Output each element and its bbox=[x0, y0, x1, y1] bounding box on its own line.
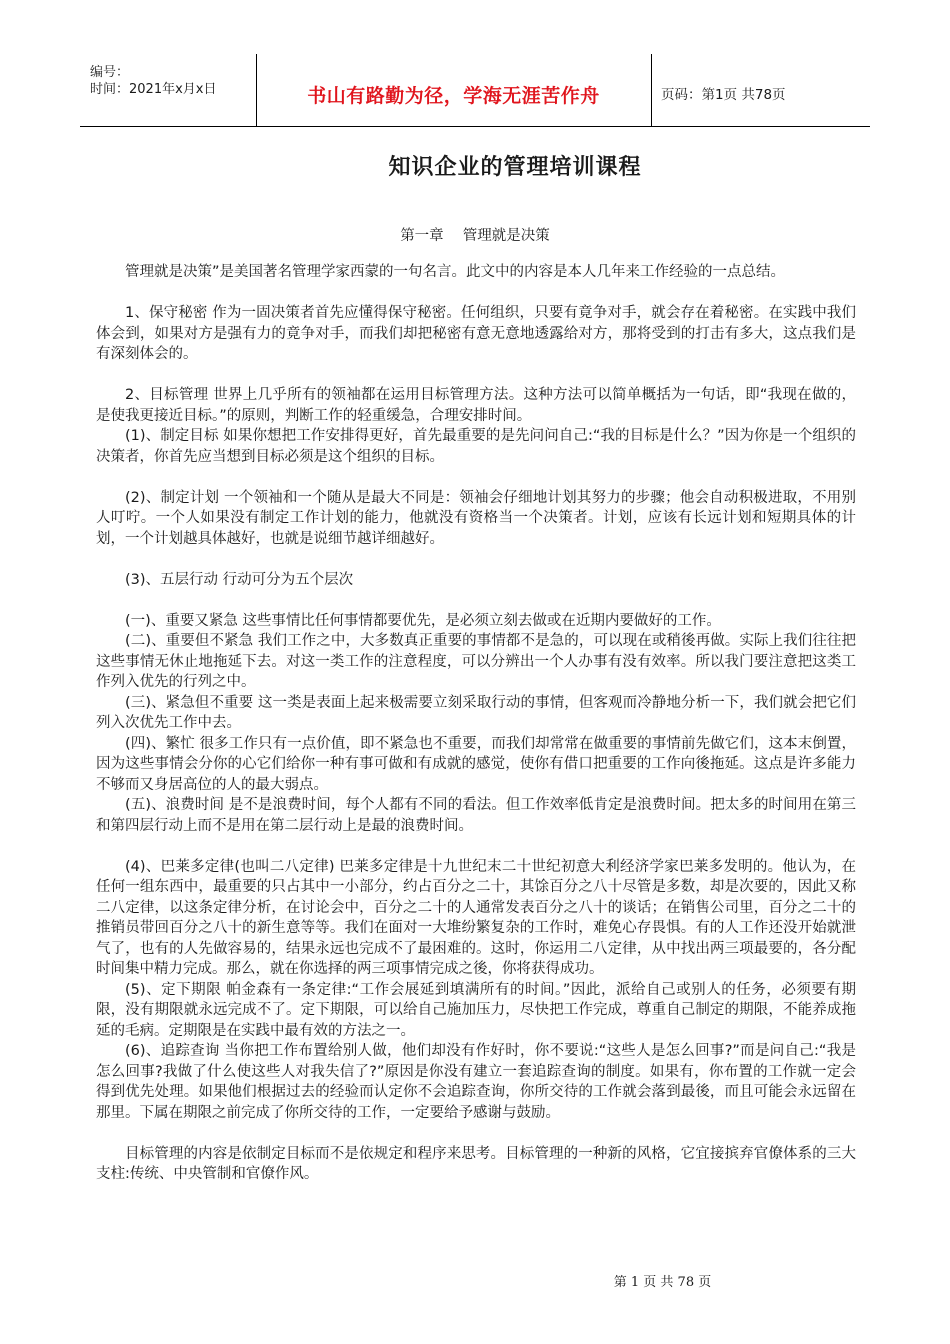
document-number-label: 编号： bbox=[90, 65, 130, 80]
page-header bbox=[80, 54, 870, 127]
paragraph-pareto: (4)、巴莱多定律(也叫二八定律) 巴莱多定律是十九世纪末二十世纪初意大利经济学家巴莱多发明的。他认为，在任何一组东西中，最重要的只占其中一小部分，约占百分之二十，其馀百分之八十尽管是多数，却是次要的，因此又称二八定律，以这条定律分析，在讨论会中，百分之二十的人通常发表百分之八十的谈话；在销售公司里，百分之二十的推销员带回百分之八十的新生意等等。我们在面对一大堆纷繁复杂的工作时，难免心存畏惧。有的人工作还没开始就泄气了，也有的人先做容易的，结果永远也完成不了最困难的。这时，你运用二八定律，从中找出两三项最要的，各分配时间集中精力完成。那么，就在你选择的两三项事情完成之後，你将获得成功。 bbox=[96, 858, 856, 977]
document-date-label: 时间：2021年x月x日 bbox=[90, 82, 217, 97]
paragraph-make-plan: (2)、制定计划 一个领袖和一个随从是最大不同是：领袖会仔细地计划其努力的步骤；他会自动积极进取，不用别人叮咛。一个人如果没有制定工作计划的能力，他就没有资格当一个决策者。计划，应该有长远计划和短期具体的计划，一个计划越具体越好，也就是说细节越详细越好。 bbox=[96, 489, 856, 547]
header-page-cell bbox=[651, 54, 870, 126]
paragraph-follow-up: (6)、追踪查询 当你把工作布置给别人做，他们却没有作好时，你不要说:“这些人是怎么回事?”而是问自己:“我是怎么回事?我做了什么使这些人对我失信了?”原因是你没有建立一套追踪查询的制度。如果有，你布置的工作就一定会得到优先处理。如果他们根据过去的经验而认定你不会追踪查询，你所交待的工作就会落到最後，而且可能会永远留在那里。下属在期限之前完成了你所交待的工作，一定要给予感谢与鼓励。 bbox=[96, 1043, 856, 1121]
paragraph-level-2: (二)、重要但不紧急 我们工作之中，大多数真正重要的事情都不是急的，可以现在或稍後再做。实际上我们往往把这些事情无休止地拖延下去。对这一类工作的注意程度，可以分辨出一个人办事有没有效率。所以我门要注意把这类工作列入优先的行列之中。 bbox=[96, 633, 856, 690]
paragraph-level-1: (一)、重要又紧急 这些事情比任何事情都要优先，是必须立刻去做或在近期内要做好的工作。 bbox=[125, 612, 721, 629]
paragraph-conclusion: 目标管理的内容是依制定目标而不是依规定和程序来思考。目标管理的一种新的风格，它宜接摈弃官僚体系的三大支柱:传统、中央管制和官僚作风。 bbox=[96, 1145, 856, 1182]
paragraph-level-3: (三)、紧急但不重要 这一类是表面上起来极需要立刻采取行动的事情，但客观而冷静地分析一下，我们就会把它们列入次优先工作中去。 bbox=[96, 694, 856, 731]
paragraph-five-levels: (3)、五层行动 行动可分为五个层次 bbox=[125, 571, 354, 588]
header-motto-cell bbox=[256, 54, 652, 126]
paragraph-goal-management: 2、目标管理 世界上几乎所有的领袖都在运用目标管理方法。这种方法可以简单概括为一句话，即“我现在做的，是使我更接近目标。”的原则，判断工作的轻重缓急，合理安排时间。 bbox=[96, 387, 856, 424]
document-body bbox=[96, 262, 856, 1185]
header-motto: 书山有路勤为径，学海无涯苦作舟 bbox=[307, 85, 600, 107]
header-page-info: 页码：第1页 共78页 bbox=[661, 87, 786, 103]
paragraph-confidentiality: 1、保守秘密 作为一固决策者首先应懂得保守秘密。任何组织，只要有竟争对手，就会存在着秘密。在实践中我们体会到，如果对方是强有力的竟争对手，而我们却把秘密有意无意地透露给对方，那将受到的打击有多大，这点我们是有深刻体会的。 bbox=[96, 305, 856, 362]
paragraph-deadline: (5)、定下期限 帕金森有一条定律:“工作会展延到填满所有的时间。”因此，派给自己或别人的任务，必须要有期限，没有期限就永远完成不了。定下期限，可以给自己施加压力，尽快把工作完成，尊重自己制定的期限，不能养成拖延的毛病。定期限是在实践中最有效的方法之一。 bbox=[96, 981, 856, 1039]
chapter-heading: 第一章 管理就是决策 bbox=[400, 228, 550, 244]
paragraph-level-5: (五)、浪费时间 是不是浪费时间，每个人都有不同的看法。但工作效率低肯定是浪费时间。把太多的时间用在第三和第四层行动上而不是用在第二层行动上是最的浪费时间。 bbox=[96, 797, 856, 834]
page-footer: 第 1 页 共 78 页 bbox=[613, 1275, 712, 1290]
header-meta-cell bbox=[80, 54, 257, 126]
document-title: 知识企业的管理培训课程 bbox=[388, 155, 642, 180]
paragraph-set-goals: (1)、制定目标 如果你想把工作安排得更好，首先最重要的是先问问自己:“我的目标是什么？”因为你是一个组织的决策者，你首先应当想到目标必须是这个组织的目标。 bbox=[96, 428, 856, 465]
paragraph-intro: 管理就是决策”是美国著名管理学家西蒙的一句名言。此文中的内容是本人几年来工作经验的一点总结。 bbox=[125, 264, 786, 280]
paragraph-level-4: (四)、繁忙 很多工作只有一点价值，即不紧急也不重要，而我们却常常在做重要的事情前先做它们，这本末倒置，因为这些事情会分你的心它们给你一种有事可做和有成就的感觉，使你有借口把重要的工作向後拖延。这点是许多能力不够而又身居高位的人的最大弱点。 bbox=[96, 735, 856, 793]
